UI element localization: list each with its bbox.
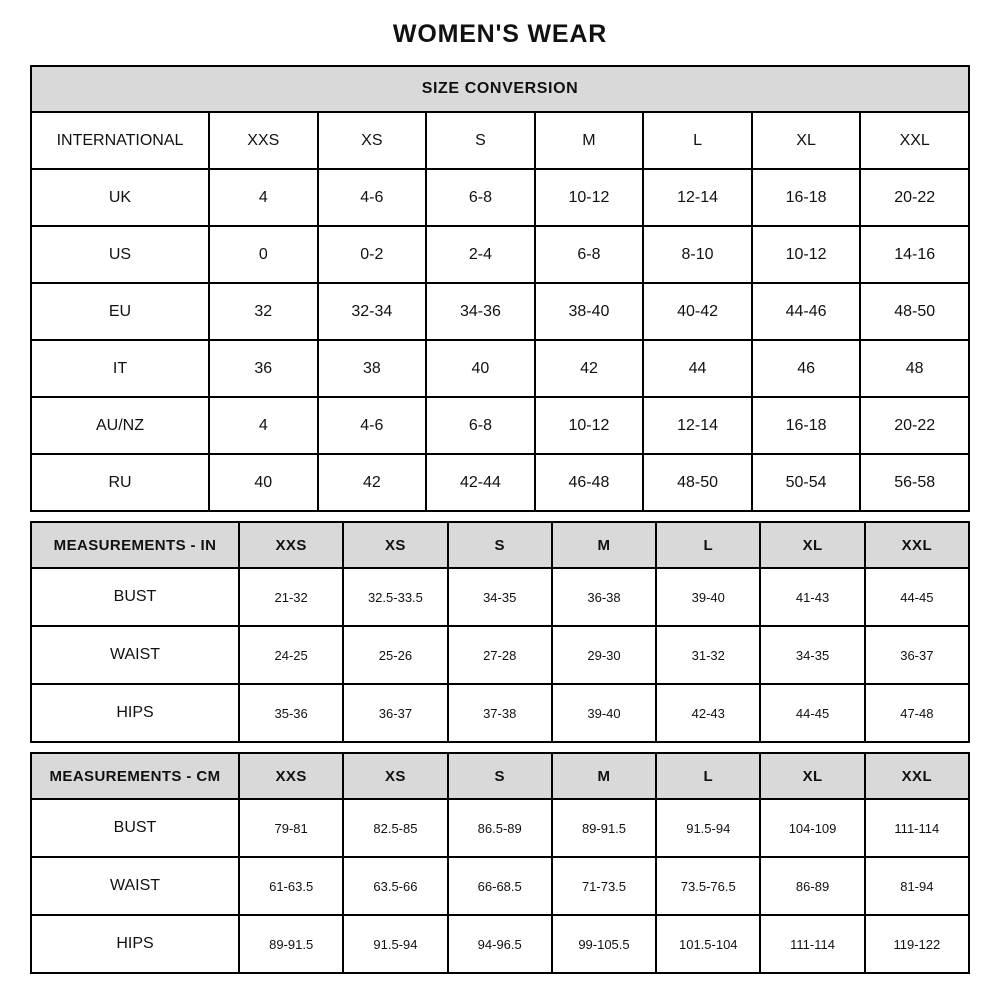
column-header: XS bbox=[343, 753, 447, 799]
header-label: MEASUREMENTS - IN bbox=[31, 522, 239, 568]
table-cell: 48-50 bbox=[643, 454, 752, 511]
row-label: EU bbox=[31, 283, 209, 340]
table-row bbox=[31, 799, 969, 857]
header-label: INTERNATIONAL bbox=[31, 112, 209, 169]
table-caption-row bbox=[31, 66, 969, 112]
table-header-row bbox=[31, 522, 969, 568]
table-cell: 35-36 bbox=[239, 684, 343, 742]
row-label: WAIST bbox=[31, 626, 239, 684]
table-cell: 4 bbox=[209, 169, 318, 226]
column-header: S bbox=[448, 522, 552, 568]
table-cell: 81-94 bbox=[865, 857, 969, 915]
table-cell: 31-32 bbox=[656, 626, 760, 684]
table-cell: 101.5-104 bbox=[656, 915, 760, 973]
row-label: WAIST bbox=[31, 857, 239, 915]
column-header: L bbox=[656, 522, 760, 568]
column-header: XS bbox=[318, 112, 427, 169]
table-cell: 40 bbox=[426, 340, 535, 397]
column-header: M bbox=[552, 522, 656, 568]
row-label: UK bbox=[31, 169, 209, 226]
table-cell: 6-8 bbox=[426, 397, 535, 454]
table-cell: 89-91.5 bbox=[552, 799, 656, 857]
table-cell: 29-30 bbox=[552, 626, 656, 684]
row-label: US bbox=[31, 226, 209, 283]
table-cell: 36-38 bbox=[552, 568, 656, 626]
table-cell: 21-32 bbox=[239, 568, 343, 626]
table-row bbox=[31, 283, 969, 340]
table-cell: 41-43 bbox=[760, 568, 864, 626]
table-cell: 46 bbox=[752, 340, 861, 397]
row-label: HIPS bbox=[31, 684, 239, 742]
table-cell: 4-6 bbox=[318, 397, 427, 454]
table-cell: 37-38 bbox=[448, 684, 552, 742]
column-header: XL bbox=[760, 522, 864, 568]
table-cell: 50-54 bbox=[752, 454, 861, 511]
table-cell: 36 bbox=[209, 340, 318, 397]
table-cell: 40 bbox=[209, 454, 318, 511]
column-header: XXS bbox=[239, 753, 343, 799]
table-cell: 42-44 bbox=[426, 454, 535, 511]
column-header: S bbox=[448, 753, 552, 799]
table-cell: 44 bbox=[643, 340, 752, 397]
table-cell: 0 bbox=[209, 226, 318, 283]
table-cell: 2-4 bbox=[426, 226, 535, 283]
table-row bbox=[31, 169, 969, 226]
table-header-row bbox=[31, 112, 969, 169]
table-cell: 42 bbox=[535, 340, 644, 397]
row-label: BUST bbox=[31, 568, 239, 626]
table-cell: 0-2 bbox=[318, 226, 427, 283]
table-cell: 6-8 bbox=[535, 226, 644, 283]
column-header: XXS bbox=[209, 112, 318, 169]
table-cell: 42 bbox=[318, 454, 427, 511]
table-cell: 32.5-33.5 bbox=[343, 568, 447, 626]
table-cell: 104-109 bbox=[760, 799, 864, 857]
column-header: L bbox=[643, 112, 752, 169]
table-row bbox=[31, 857, 969, 915]
column-header: XXL bbox=[865, 522, 969, 568]
table-cell: 111-114 bbox=[865, 799, 969, 857]
column-header: XS bbox=[343, 522, 447, 568]
column-header: S bbox=[426, 112, 535, 169]
table-cell: 86-89 bbox=[760, 857, 864, 915]
row-label: IT bbox=[31, 340, 209, 397]
table-cell: 4-6 bbox=[318, 169, 427, 226]
table-cell: 38-40 bbox=[535, 283, 644, 340]
table-cell: 86.5-89 bbox=[448, 799, 552, 857]
table-cell: 25-26 bbox=[343, 626, 447, 684]
row-label: AU/NZ bbox=[31, 397, 209, 454]
column-header: L bbox=[656, 753, 760, 799]
table-cell: 16-18 bbox=[752, 169, 861, 226]
table-cell: 20-22 bbox=[860, 397, 969, 454]
column-header: XL bbox=[752, 112, 861, 169]
table-cell: 46-48 bbox=[535, 454, 644, 511]
table-cell: 10-12 bbox=[752, 226, 861, 283]
table-cell: 94-96.5 bbox=[448, 915, 552, 973]
row-label: RU bbox=[31, 454, 209, 511]
table-cell: 36-37 bbox=[865, 626, 969, 684]
table-cell: 36-37 bbox=[343, 684, 447, 742]
table-cell: 32-34 bbox=[318, 283, 427, 340]
column-header: M bbox=[552, 753, 656, 799]
table-cell: 38 bbox=[318, 340, 427, 397]
table-row bbox=[31, 226, 969, 283]
table-cell: 89-91.5 bbox=[239, 915, 343, 973]
table-cell: 40-42 bbox=[643, 283, 752, 340]
table-cell: 16-18 bbox=[752, 397, 861, 454]
table-cell: 66-68.5 bbox=[448, 857, 552, 915]
table-cell: 44-45 bbox=[760, 684, 864, 742]
table-cell: 4 bbox=[209, 397, 318, 454]
column-header: M bbox=[535, 112, 644, 169]
table-cell: 20-22 bbox=[860, 169, 969, 226]
row-label: HIPS bbox=[31, 915, 239, 973]
table-cell: 56-58 bbox=[860, 454, 969, 511]
table-cell: 119-122 bbox=[865, 915, 969, 973]
row-label: BUST bbox=[31, 799, 239, 857]
table-row bbox=[31, 626, 969, 684]
table-cell: 99-105.5 bbox=[552, 915, 656, 973]
column-header: XXS bbox=[239, 522, 343, 568]
table-row bbox=[31, 397, 969, 454]
measurements-in-table bbox=[30, 521, 970, 743]
table-row bbox=[31, 340, 969, 397]
table-caption: SIZE CONVERSION bbox=[31, 66, 969, 112]
size-conversion-table bbox=[30, 65, 970, 512]
table-row bbox=[31, 568, 969, 626]
table-cell: 34-36 bbox=[426, 283, 535, 340]
column-header: XXL bbox=[865, 753, 969, 799]
table-cell: 82.5-85 bbox=[343, 799, 447, 857]
measurements-cm-table bbox=[30, 752, 970, 974]
table-cell: 12-14 bbox=[643, 169, 752, 226]
table-cell: 39-40 bbox=[656, 568, 760, 626]
header-label: MEASUREMENTS - CM bbox=[31, 753, 239, 799]
table-row bbox=[31, 684, 969, 742]
table-cell: 24-25 bbox=[239, 626, 343, 684]
table-cell: 34-35 bbox=[760, 626, 864, 684]
table-cell: 12-14 bbox=[643, 397, 752, 454]
table-cell: 73.5-76.5 bbox=[656, 857, 760, 915]
table-row bbox=[31, 915, 969, 973]
table-cell: 27-28 bbox=[448, 626, 552, 684]
table-cell: 48 bbox=[860, 340, 969, 397]
table-cell: 111-114 bbox=[760, 915, 864, 973]
table-cell: 10-12 bbox=[535, 169, 644, 226]
table-cell: 10-12 bbox=[535, 397, 644, 454]
table-cell: 42-43 bbox=[656, 684, 760, 742]
table-row bbox=[31, 454, 969, 511]
table-cell: 8-10 bbox=[643, 226, 752, 283]
table-header-row bbox=[31, 753, 969, 799]
table-cell: 71-73.5 bbox=[552, 857, 656, 915]
table-cell: 44-45 bbox=[865, 568, 969, 626]
column-header: XL bbox=[760, 753, 864, 799]
table-cell: 63.5-66 bbox=[343, 857, 447, 915]
table-cell: 48-50 bbox=[860, 283, 969, 340]
table-cell: 39-40 bbox=[552, 684, 656, 742]
column-header: XXL bbox=[860, 112, 969, 169]
table-cell: 44-46 bbox=[752, 283, 861, 340]
table-cell: 91.5-94 bbox=[343, 915, 447, 973]
table-cell: 34-35 bbox=[448, 568, 552, 626]
table-cell: 6-8 bbox=[426, 169, 535, 226]
table-cell: 91.5-94 bbox=[656, 799, 760, 857]
table-cell: 47-48 bbox=[865, 684, 969, 742]
table-cell: 79-81 bbox=[239, 799, 343, 857]
page-title: WOMEN'S WEAR bbox=[392, 20, 608, 48]
table-cell: 14-16 bbox=[860, 226, 969, 283]
table-cell: 61-63.5 bbox=[239, 857, 343, 915]
table-cell: 32 bbox=[209, 283, 318, 340]
